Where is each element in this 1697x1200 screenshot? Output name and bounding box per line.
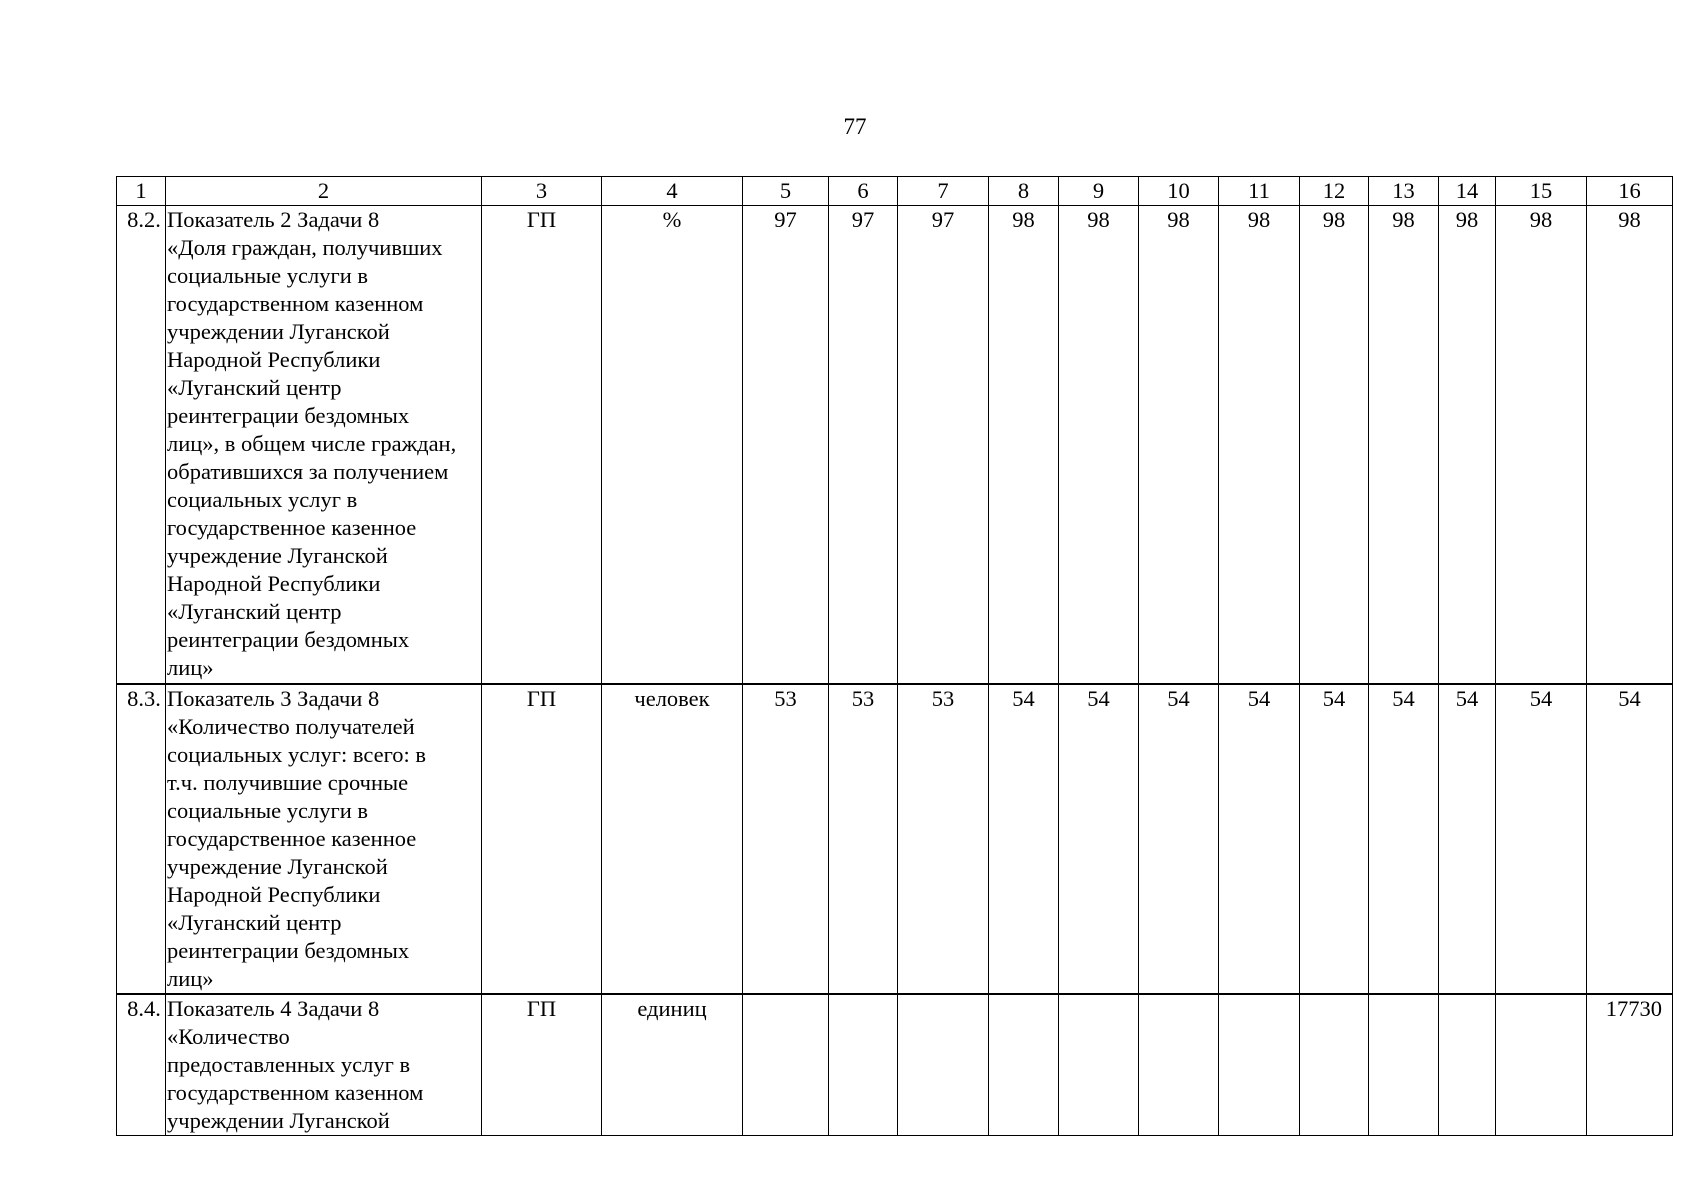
col-header-13: 13: [1369, 177, 1439, 206]
col-header-7: 7: [898, 177, 989, 206]
description-line: социальные услуги в: [167, 797, 368, 823]
description-line: предоставленных услуг в: [167, 1051, 411, 1077]
description-line: лиц»: [167, 965, 214, 991]
col-header-15: 15: [1496, 177, 1587, 206]
value-col-12: 54: [1300, 684, 1369, 994]
value-col-16: 17730: [1587, 994, 1673, 1136]
description-line: «Количество получателей: [167, 713, 415, 739]
col-header-14: 14: [1439, 177, 1496, 206]
program-type: ГП: [482, 994, 602, 1136]
value-col-10: [1139, 994, 1219, 1136]
indicators-table: [116, 176, 1673, 1136]
value-col-6: [829, 994, 898, 1136]
value-col-7: [898, 994, 989, 1136]
value-col-6: 97: [829, 206, 898, 684]
col-header-5: 5: [743, 177, 829, 206]
value-col-11: 98: [1219, 206, 1300, 684]
description-line: социальные услуги в: [167, 263, 368, 288]
page-number: 77: [843, 114, 867, 139]
description-line: государственное казенное: [167, 825, 417, 851]
description-line: учреждение Луганской: [167, 853, 388, 879]
table-header-row: [117, 177, 1673, 206]
col-header-8: 8: [989, 177, 1059, 206]
value-col-14: 54: [1439, 684, 1496, 994]
value-col-11: [1219, 994, 1300, 1136]
value-col-15: 54: [1496, 684, 1587, 994]
value-col-8: 54: [989, 684, 1059, 994]
value-col-16: 54: [1587, 684, 1673, 994]
description-line: Показатель 3 Задачи 8: [167, 685, 380, 711]
value-col-7: 53: [898, 684, 989, 994]
description-line: социальных услуг в: [167, 487, 358, 512]
description-line: «Луганский центр: [167, 909, 342, 935]
value-col-7: 97: [898, 206, 989, 684]
program-type: ГП: [482, 684, 602, 994]
col-header-3: 3: [482, 177, 602, 206]
description-line: реинтеграции бездомных: [167, 627, 410, 652]
indicator-description: [166, 684, 482, 994]
col-header-10: 10: [1139, 177, 1219, 206]
description-line: лиц», в общем числе граждан,: [167, 431, 457, 456]
description-line: реинтеграции бездомных: [167, 937, 410, 963]
col-header-4: 4: [602, 177, 743, 206]
value-col-5: [743, 994, 829, 1136]
description-line: «Доля граждан, получивших: [167, 235, 443, 260]
description-line: лиц»: [167, 655, 214, 680]
table-row: [117, 206, 1673, 684]
description-line: учреждение Луганской: [167, 543, 388, 568]
value-col-6: 53: [829, 684, 898, 994]
description-line: Народной Республики: [167, 571, 381, 596]
value-col-15: [1496, 994, 1587, 1136]
value-col-13: 54: [1369, 684, 1439, 994]
col-header-11: 11: [1219, 177, 1300, 206]
description-line: государственном казенном: [167, 291, 424, 316]
description-line: учреждении Луганской: [167, 1107, 390, 1133]
indicator-description: [166, 994, 482, 1136]
description-line: Народной Республики: [167, 347, 381, 372]
description-line: государственное казенное: [167, 515, 417, 540]
col-header-9: 9: [1059, 177, 1139, 206]
description-line: Показатель 2 Задачи 8: [167, 207, 380, 232]
value-col-8: 98: [989, 206, 1059, 684]
unit-of-measure: %: [602, 206, 743, 684]
value-col-12: 98: [1300, 206, 1369, 684]
unit-of-measure: человек: [602, 684, 743, 994]
value-col-13: 98: [1369, 206, 1439, 684]
description-line: реинтеграции бездомных: [167, 403, 410, 428]
value-col-10: 54: [1139, 684, 1219, 994]
description-line: «Луганский центр: [167, 599, 342, 624]
description-line: т.ч. получившие срочные: [167, 769, 409, 795]
col-header-6: 6: [829, 177, 898, 206]
program-type: ГП: [482, 206, 602, 684]
value-col-15: 98: [1496, 206, 1587, 684]
value-col-13: [1369, 994, 1439, 1136]
value-col-9: [1059, 994, 1139, 1136]
description-line: «Количество: [167, 1023, 290, 1049]
row-number: 8.4.: [117, 994, 166, 1136]
description-line: Показатель 4 Задачи 8: [167, 995, 380, 1021]
value-col-14: 98: [1439, 206, 1496, 684]
description-line: социальных услуг: всего: в: [167, 741, 427, 767]
value-col-12: [1300, 994, 1369, 1136]
row-number: 8.3.: [117, 684, 166, 994]
value-col-11: 54: [1219, 684, 1300, 994]
description-line: «Луганский центр: [167, 375, 342, 400]
value-col-5: 97: [743, 206, 829, 684]
col-header-2: 2: [166, 177, 482, 206]
description-line: обратившихся за получением: [167, 459, 449, 484]
value-col-9: 98: [1059, 206, 1139, 684]
unit-of-measure: единиц: [602, 994, 743, 1136]
value-col-8: [989, 994, 1059, 1136]
description-line: учреждении Луганской: [167, 319, 390, 344]
value-col-5: 53: [743, 684, 829, 994]
indicator-description: [166, 206, 482, 684]
value-col-16: 98: [1587, 206, 1673, 684]
col-header-1: 1: [117, 177, 166, 206]
table-row: [117, 994, 1673, 1136]
col-header-12: 12: [1300, 177, 1369, 206]
table-row: [117, 684, 1673, 994]
value-col-9: 54: [1059, 684, 1139, 994]
value-col-10: 98: [1139, 206, 1219, 684]
description-line: государственном казенном: [167, 1079, 424, 1105]
col-header-16: 16: [1587, 177, 1673, 206]
value-col-14: [1439, 994, 1496, 1136]
row-number: 8.2.: [117, 206, 166, 684]
description-line: Народной Республики: [167, 881, 381, 907]
